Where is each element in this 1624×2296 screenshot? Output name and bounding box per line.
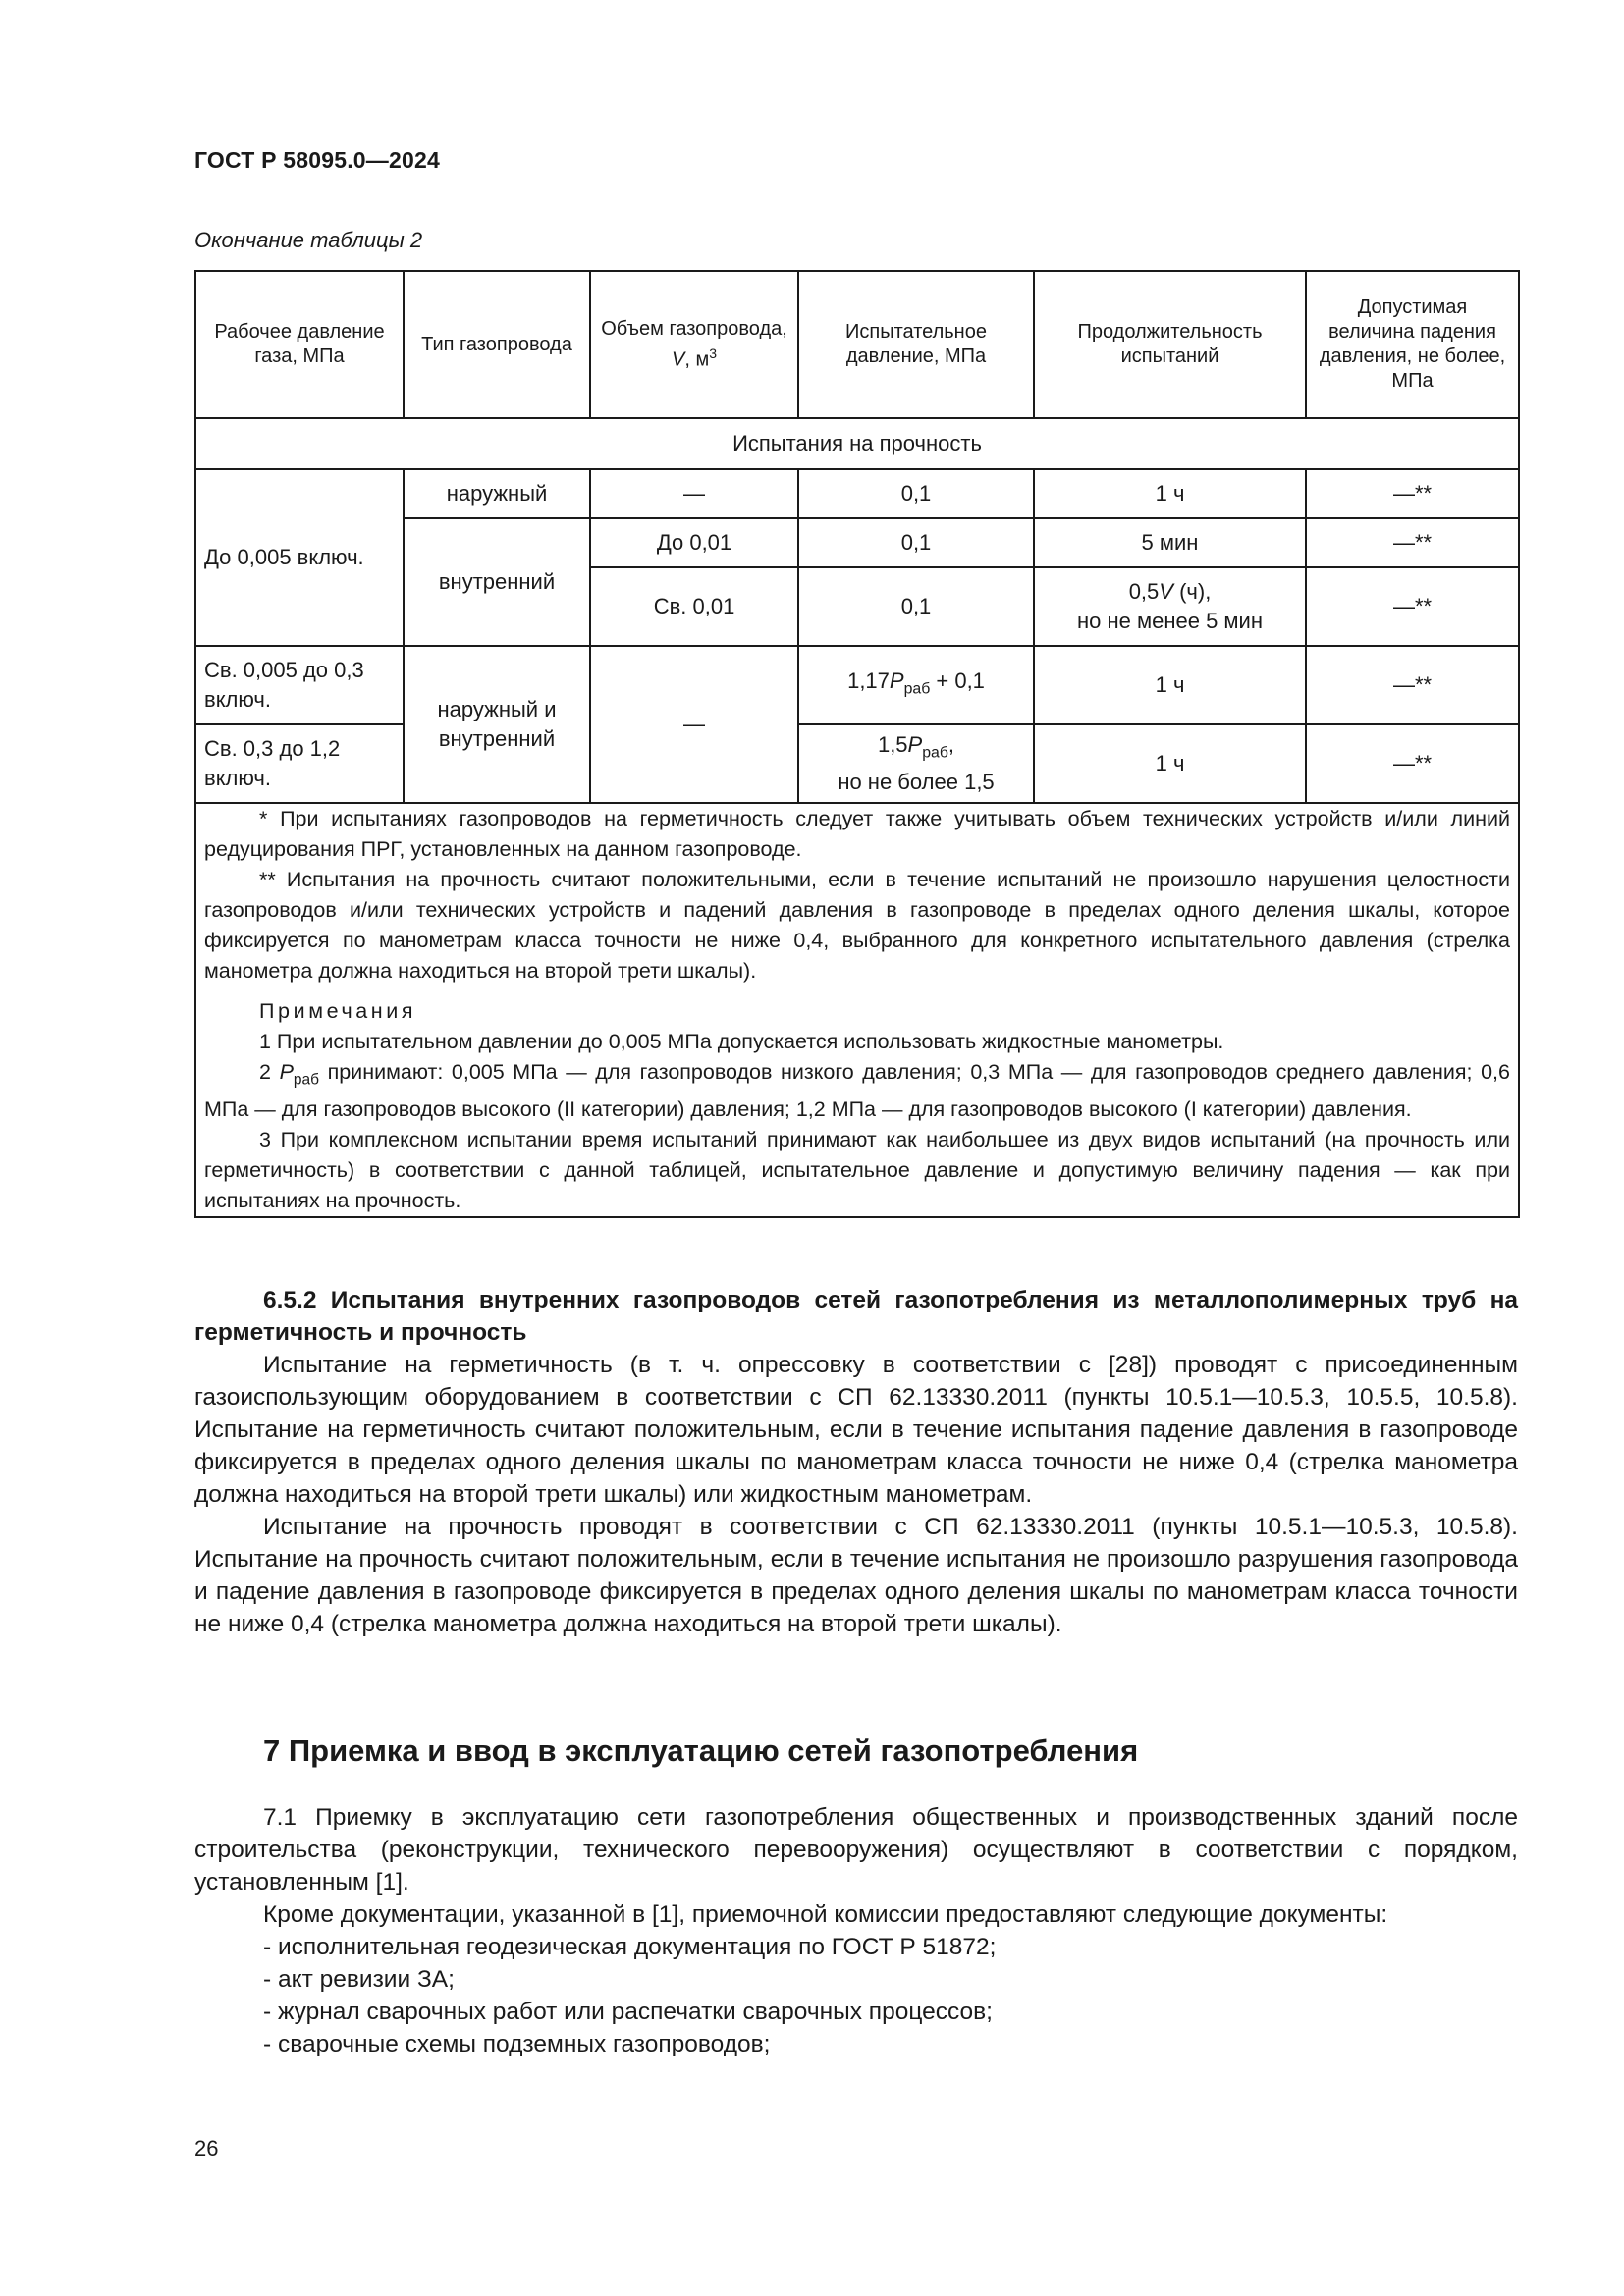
document-header: ГОСТ Р 58095.0—2024 <box>194 147 440 173</box>
cell-volume: — <box>590 646 798 803</box>
footnote-2: ** Испытания на прочность считают положительными, если в течение испытаний не произошло нарушения целостности газопроводов и/или технических устройств и падений давления в газопроводе в пределах одного деления шкалы, которое фиксируется по манометрам класса точности не ниже 0,4, выбранного для конкретного испытательного давления (стрелка манометра должна находиться на второй трети шкалы). <box>204 868 1510 983</box>
document-page <box>194 0 1518 2296</box>
test-table <box>194 270 1520 1218</box>
cell-duration: 1 ч <box>1034 646 1306 724</box>
cell-type: внутренний <box>404 518 590 646</box>
cell-test: 0,1 <box>798 469 1034 518</box>
section-heading: 7 Приемка и ввод в эксплуатацию сетей газопотребления <box>263 1734 1139 1768</box>
section-row <box>195 418 1519 469</box>
cell-duration: 1 ч <box>1034 724 1306 803</box>
page-number: 26 <box>194 2136 219 2161</box>
note-3: 3 При комплексном испытании время испытаний принимают как наибольшее из двух видов испытаний (на прочность или герметичность) в соответствии с данной таблицей, испытательное давление и допустимую величину падения — как при испытаниях на прочность. <box>204 1128 1510 1213</box>
list-item: - журнал сварочных работ или распечатки сварочных процессов; <box>263 1999 993 2025</box>
cell-duration: 5 мин <box>1034 518 1306 567</box>
table-notes <box>195 803 1519 1217</box>
cell-test: 0,1 <box>798 518 1034 567</box>
cell-duration: 0,5V (ч), но не менее 5 мин <box>1034 567 1306 646</box>
table-row <box>195 469 1519 518</box>
cell-duration: 1 ч <box>1034 469 1306 518</box>
list-item: - акт ревизии ЗА; <box>263 1966 455 1993</box>
section-6-5-2 <box>194 1284 1518 1640</box>
paragraph: Испытание на герметичность (в т. ч. опрессовку в соответствии с [28]) проводят с присоединенным газоиспользующим оборудованием в соответствии с СП 62.13330.2011 (пункты 10.5.1—10.5.3, 10.5.5, 10.5.8). Испытание на герметичность считают положительным, если в течение испытания падение давления в газопроводе фиксируется в пределах одного деления шкалы по манометрам класса точности не ниже 0,4 (стрелка манометра должна находиться на второй трети шкалы) или жидкостным манометрам. <box>194 1352 1518 1508</box>
cell-type: наружный и внутренний <box>404 646 590 803</box>
table-row <box>195 724 1519 803</box>
section-title: Испытания на прочность <box>195 418 1519 469</box>
cell-volume: До 0,01 <box>590 518 798 567</box>
paragraph: Кроме документации, указанной в [1], приемочной комиссии предоставляют следующие документы: <box>263 1901 1388 1928</box>
table-header-row <box>195 271 1519 418</box>
cell-pressure: Св. 0,005 до 0,3 включ. <box>195 646 404 724</box>
subsection-heading: 6.5.2 Испытания внутренних газопроводов сетей газопотребления из металлополимерных труб на герметичность и прочность <box>194 1287 1518 1346</box>
table-caption: Окончание таблицы 2 <box>194 228 423 252</box>
col-header-test-pressure: Испытательное давление, МПа <box>798 271 1034 418</box>
cell-drop: —** <box>1306 567 1519 646</box>
paragraph: 7.1 Приемку в эксплуатацию сети газопотребления общественных и производственных зданий после строительства (реконструкции, технического перевооружения) осуществляют в соответствии с порядком, установленным [1]. <box>194 1804 1518 1896</box>
cell-test: 0,1 <box>798 567 1034 646</box>
cell-pressure: Св. 0,3 до 1,2 включ. <box>195 724 404 803</box>
notes-title: Примечания <box>259 999 417 1023</box>
cell-drop: —** <box>1306 646 1519 724</box>
col-header-volume: Объем газопровода, V, $м^3$ <box>590 271 798 418</box>
table-row <box>195 646 1519 724</box>
cell-pressure: До 0,005 включ. <box>195 469 404 646</box>
cell-drop: —** <box>1306 469 1519 518</box>
col-header-type: Тип газопровода <box>404 271 590 418</box>
note-1: 1 При испытательном давлении до 0,005 МПа допускается использовать жидкостные манометры. <box>259 1030 1224 1053</box>
section-7 <box>194 1801 1518 2060</box>
cell-volume: — <box>590 469 798 518</box>
cell-test: $1,5P_{раб}$, но не более 1,5 <box>798 724 1034 803</box>
col-header-pressure: Рабочее давление газа, МПа <box>195 271 404 418</box>
note-2: 2 $P_{раб}$ принимают: 0,005 МПа — для газопроводов низкого давления; 0,3 МПа — для газопроводов среднего давления; 0,6 МПа — для газопроводов высокого (II категории) давления; 1,2 МПа — для газопроводов высокого (I категории) давления. <box>204 1060 1510 1122</box>
list-item: - сварочные схемы подземных газопроводов; <box>263 2031 771 2057</box>
col-header-duration: Продолжительность испытаний <box>1034 271 1306 418</box>
footnote-1: * При испытаниях газопроводов на герметичность следует также учитывать объем технических устройств и/или линий редуцирования ПРГ, установленных на данном газопроводе. <box>204 807 1510 861</box>
list-item: - исполнительная геодезическая документация по ГОСТ Р 51872; <box>263 1934 997 1960</box>
cell-drop: —** <box>1306 518 1519 567</box>
col-header-drop: Допустимая величина падения давления, не более, МПа <box>1306 271 1519 418</box>
cell-test: $1,17P_{раб} + 0,1$ <box>798 646 1034 724</box>
notes-row <box>195 803 1519 1217</box>
cell-type: наружный <box>404 469 590 518</box>
cell-drop: —** <box>1306 724 1519 803</box>
cell-volume: Св. 0,01 <box>590 567 798 646</box>
paragraph: Испытание на прочность проводят в соответствии с СП 62.13330.2011 (пункты 10.5.1—10.5.3, 10.5.8). Испытание на прочность считают положительным, если в течение испытания не произошло разрушения газопровода и падение давления в газопроводе фиксируется в пределах одного деления шкалы по манометрам класса точности не ниже 0,4 (стрелка манометра должна находиться на второй трети шкалы). <box>194 1514 1518 1637</box>
